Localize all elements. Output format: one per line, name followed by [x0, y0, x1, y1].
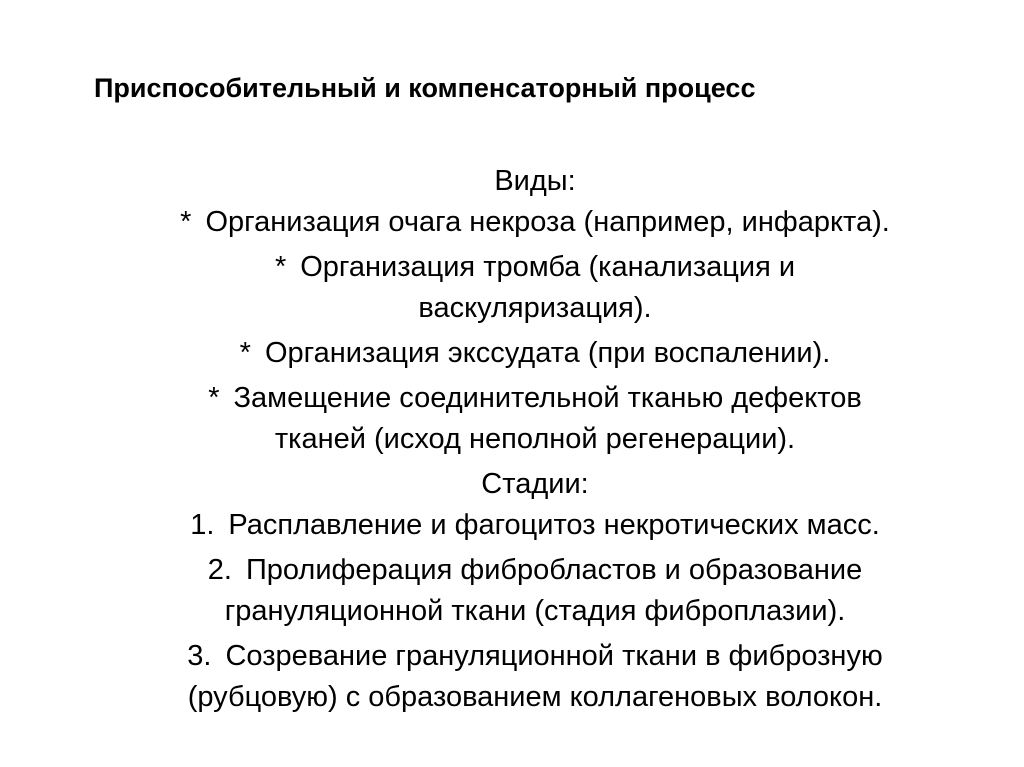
- stage-item-text: Созревание грануляционной ткани в фиброзную: [225, 640, 883, 672]
- slide-body: [60, 161, 1010, 722]
- type-item-continuation: васкуляризация).: [418, 292, 652, 324]
- stage-item: [60, 636, 1010, 718]
- type-item-text: Организация тромба (канализация и: [300, 251, 796, 283]
- stage-item-line: [60, 550, 1010, 591]
- type-item-line: [60, 378, 1010, 419]
- type-item-line: [60, 202, 1010, 243]
- type-item: [60, 247, 1010, 329]
- type-item-text: Замещение соединительной тканью дефектов: [233, 382, 862, 414]
- stage-number: 2.: [207, 554, 232, 586]
- stage-number: 3.: [187, 640, 212, 672]
- type-item-text: Организация экссудата (при воспалении).: [264, 337, 831, 369]
- stage-item-line: [60, 505, 1010, 546]
- type-item: [60, 202, 1010, 243]
- stage-item-continuation: (рубцовую) с образованием коллагеновых волокон.: [187, 681, 883, 713]
- stage-item: [60, 505, 1010, 546]
- stage-item: [60, 550, 1010, 632]
- stage-item-text: Расплавление и фагоцитоз некротических масс.: [228, 509, 880, 541]
- bullet-marker: *: [180, 206, 192, 238]
- stage-item-continuation: грануляционной ткани (стадия фиброплазии).: [224, 595, 846, 627]
- type-item: [60, 378, 1010, 460]
- type-item-text: Организация очага некроза (например, инфаркта).: [205, 206, 890, 238]
- type-item: [60, 333, 1010, 374]
- type-item-line: [60, 333, 1010, 374]
- stage-item-line: [60, 636, 1010, 677]
- types-heading: Виды:: [494, 165, 576, 197]
- slide-title: Приспособительный и компенсаторный процесс: [94, 73, 756, 103]
- bullet-marker: *: [274, 251, 287, 283]
- bullet-marker: *: [208, 382, 220, 414]
- stage-number: 1.: [190, 509, 215, 541]
- stages-heading: Стадии:: [481, 468, 589, 500]
- stage-item-text: Пролиферация фибробластов и образование: [245, 554, 863, 586]
- bullet-marker: *: [239, 337, 251, 369]
- type-item-line: [60, 247, 1010, 288]
- type-item-continuation: тканей (исход неполной регенерации).: [274, 423, 796, 455]
